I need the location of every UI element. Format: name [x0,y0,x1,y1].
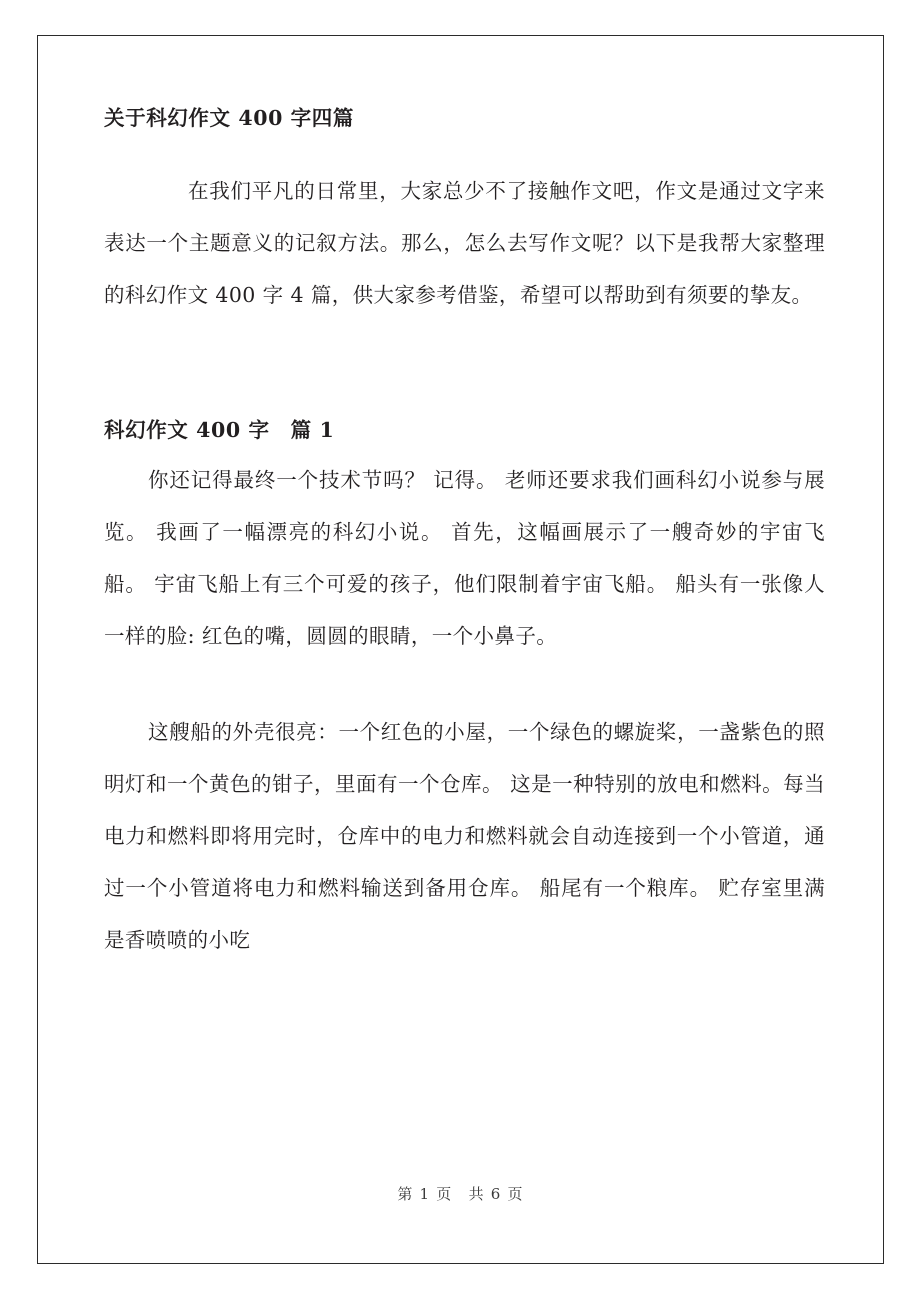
intro-paragraph: 在我们平凡的日常里，大家总少不了接触作文吧，作文是通过文字来表达一个主题意义的记叙方法。那么，怎么去写作文呢？以下是我帮大家整理的科幻作文 400 字 4 篇，供大家参考借鉴，希望可以帮助到有须要的挚友。 [104,178,825,307]
body-paragraph: 你还记得最终一个技术节吗？ 记得。 老师还要求我们画科幻小说参与展览。 我画了一幅漂亮的科幻小说。 首先，这幅画展示了一艘奇妙的宇宙飞船。 宇宙飞船上有三个可爱的孩子，他们限制着宇宙飞船。 船头有一张像人一样的脸: 红色的嘴，圆圆的眼睛，一个小鼻子。 [104,467,825,648]
document-title: 关于科幻作文 400 字四篇 [104,106,354,130]
intro-spacer [104,321,825,415]
body-paragraph: 这艘船的外壳很亮：一个红色的小屋，一个绿色的螺旋桨，一盏紫色的照明灯和一个黄色的钳子，里面有一个仓库。 这是一种特别的放电和燃料。每当电力和燃料即将用完时，仓库中的电力和燃料就会自动连接到一个小管道，通过一个小管道将电力和燃料输送到备用仓库。 船尾有一个粮库。 贮存室里满是香喷喷的小吃 [104,719,825,952]
page-footer: 第 1 页 共 6 页 [397,1185,524,1203]
paragraph-spacer [104,662,825,706]
heading-spacer [104,446,825,454]
document-content [104,103,825,966]
page-border-frame [37,35,884,1264]
section-heading: 科幻作文 400 字 篇 1 [104,417,335,442]
